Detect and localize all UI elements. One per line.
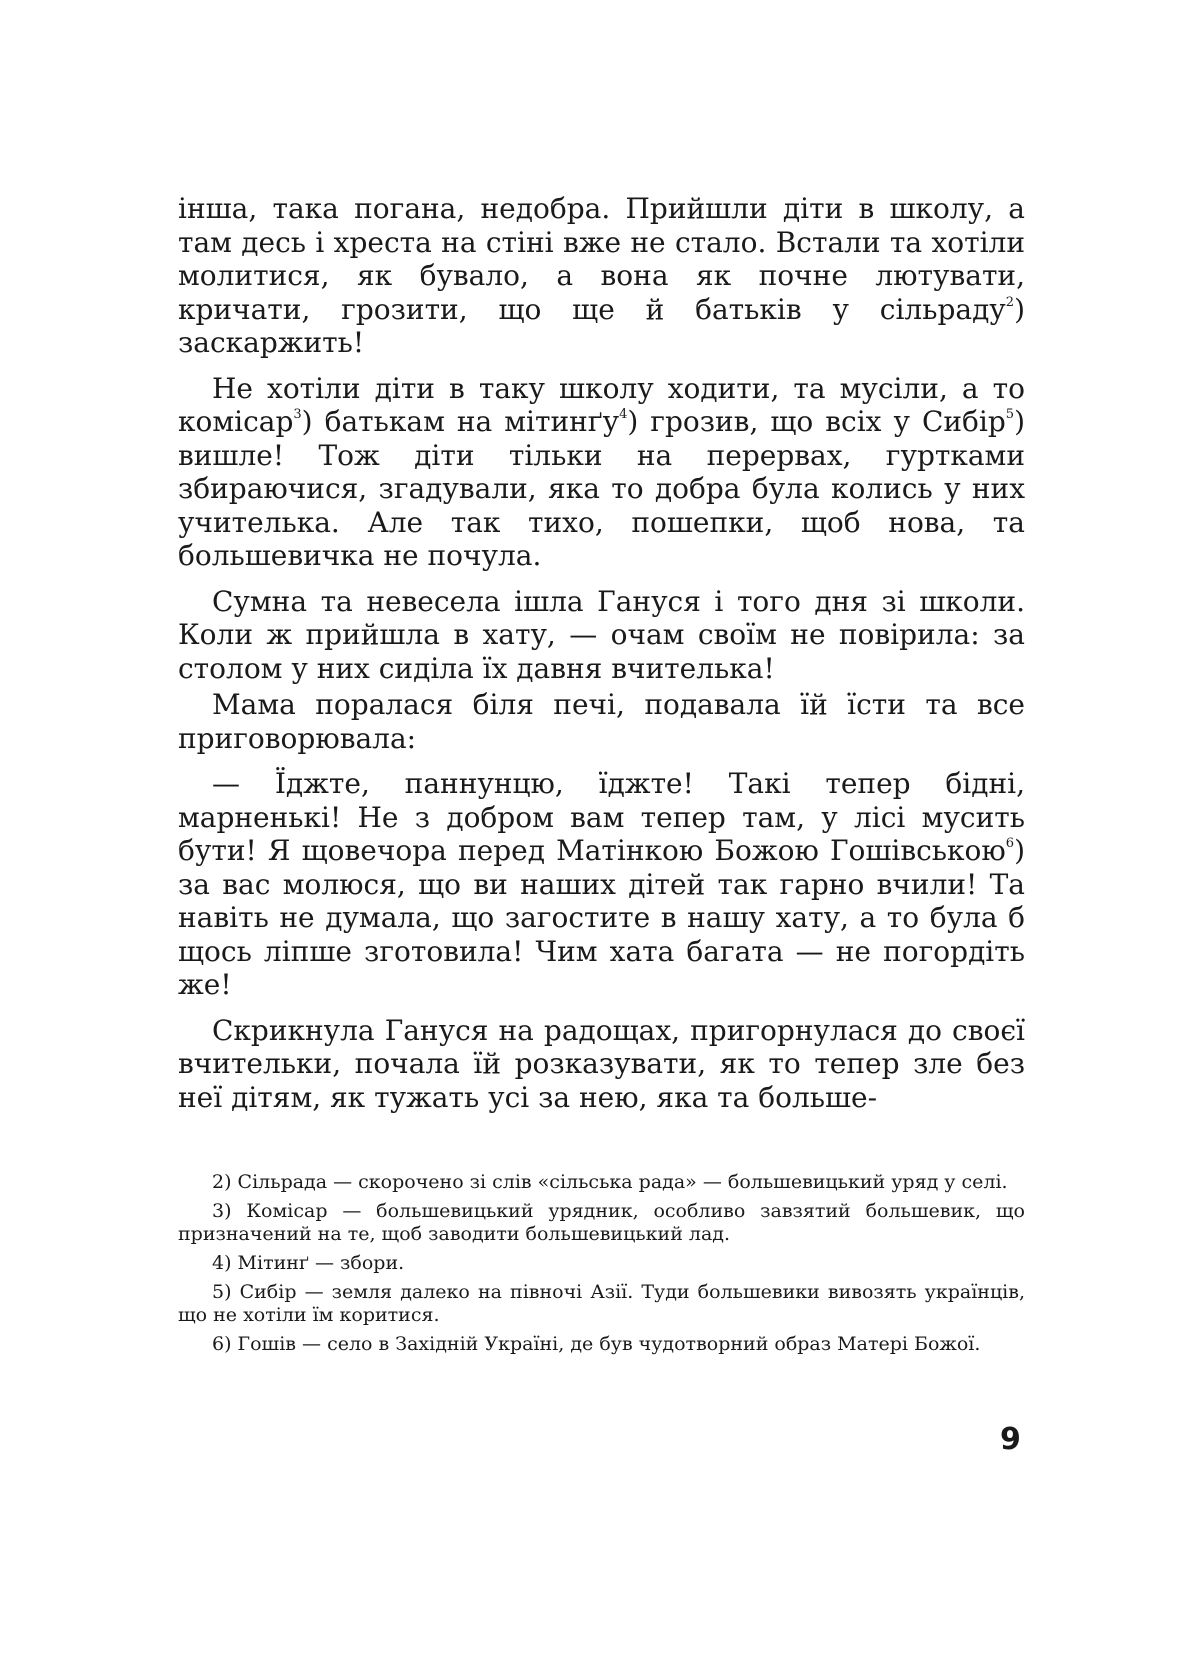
footnote-ref-5: 5 [1005,407,1015,422]
paragraph-2 [178,372,1025,573]
footnote-ref-3: 3 [293,407,302,422]
paragraph-1 [178,192,1025,360]
paragraph-4: Мама поралася біля печі, подавала їй їсти та все приговорювала: [178,688,1025,755]
footnote-6: 6) Гошів — село в Західній Україні, де був чудотворний образ Матері Божої. [212,1333,981,1355]
footnote-ref-2: 2 [1005,294,1015,310]
paragraph-2-text-b: ) батькам на мітинґу [301,405,620,438]
paragraph-3: Сумна та невесела ішла Гануся і того дня зі школи. Коли ж прийшла в хату, — очам своїм не повірила: за столом у них сиділа їх давня вчителька! [178,584,1025,685]
paragraph-1-end: ) заскаржить! [178,292,1025,359]
paragraph-1-text: інша, така погана, недобра. Прийшли діти в школу, а там десь і хреста на стіні вже не стало. Встали та хотіли молитися, як бувало, а вона як почне лютувати, кричати, грозити, що ще й батьків у сільраду [178,192,1025,326]
footnotes [178,1171,1025,1362]
footnote-5: 5) Сибір — земля далеко на півночі Азії. Туди большевики вивозять українців, що не хотіли їм коритися. [178,1281,1025,1326]
paragraph-5-text-a: — Їджте, паннунцю, їджте! Такі тепер бідні, марненькі! Не з добром вам тепер там, у лісі мусить бути! Я щовечора перед Матінкою Божою Гошівською [178,767,1025,867]
paragraph-5-text-b: ) за вас молюся, що ви наших дітей так гарно вчили! Та навіть не думала, що загостите в нашу хату, а то була б щось ліпше зготовила! Чим хата багата — не погордіть же! [178,834,1025,1001]
main-text [178,192,1025,1126]
paragraph-2-text-c: ) грозив, що всіх у Сибір [627,405,1006,438]
footnote-3: 3) Комісар — большевицький урядник, особливо завзятий большевик, що призначений на те, щоб заводити большевицький лад. [178,1200,1025,1245]
paragraph-5 [178,767,1025,1002]
page-number: 9 [1000,1422,1021,1457]
footnote-4: 4) Мітинґ — збори. [212,1252,405,1274]
paragraph-2-text-a: Не хотіли діти в таку школу ходити, та мусіли, а то комісар [178,371,1025,438]
footnote-2: 2) Сільрада — скорочено зі слів «сільська рада» — большевицький уряд у селі. [212,1171,1008,1193]
footnote-ref-6: 6 [1005,836,1015,851]
paragraph-2-text-d: ) вишле! Тож діти тільки на перервах, гуртками збираючися, згадували, яка то добра була колись у них учителька. Але так тихо, пошепки, щоб нова, та большевичка не почула. [178,405,1025,572]
paragraph-6: Скрикнула Гануся на радощах, пригорнулася до своєї вчительки, почала їй розказувати, як то тепер зле без неї дітям, як тужать усі за нею, яка та больше- [178,1013,1025,1114]
footnote-ref-4: 4 [619,407,628,422]
